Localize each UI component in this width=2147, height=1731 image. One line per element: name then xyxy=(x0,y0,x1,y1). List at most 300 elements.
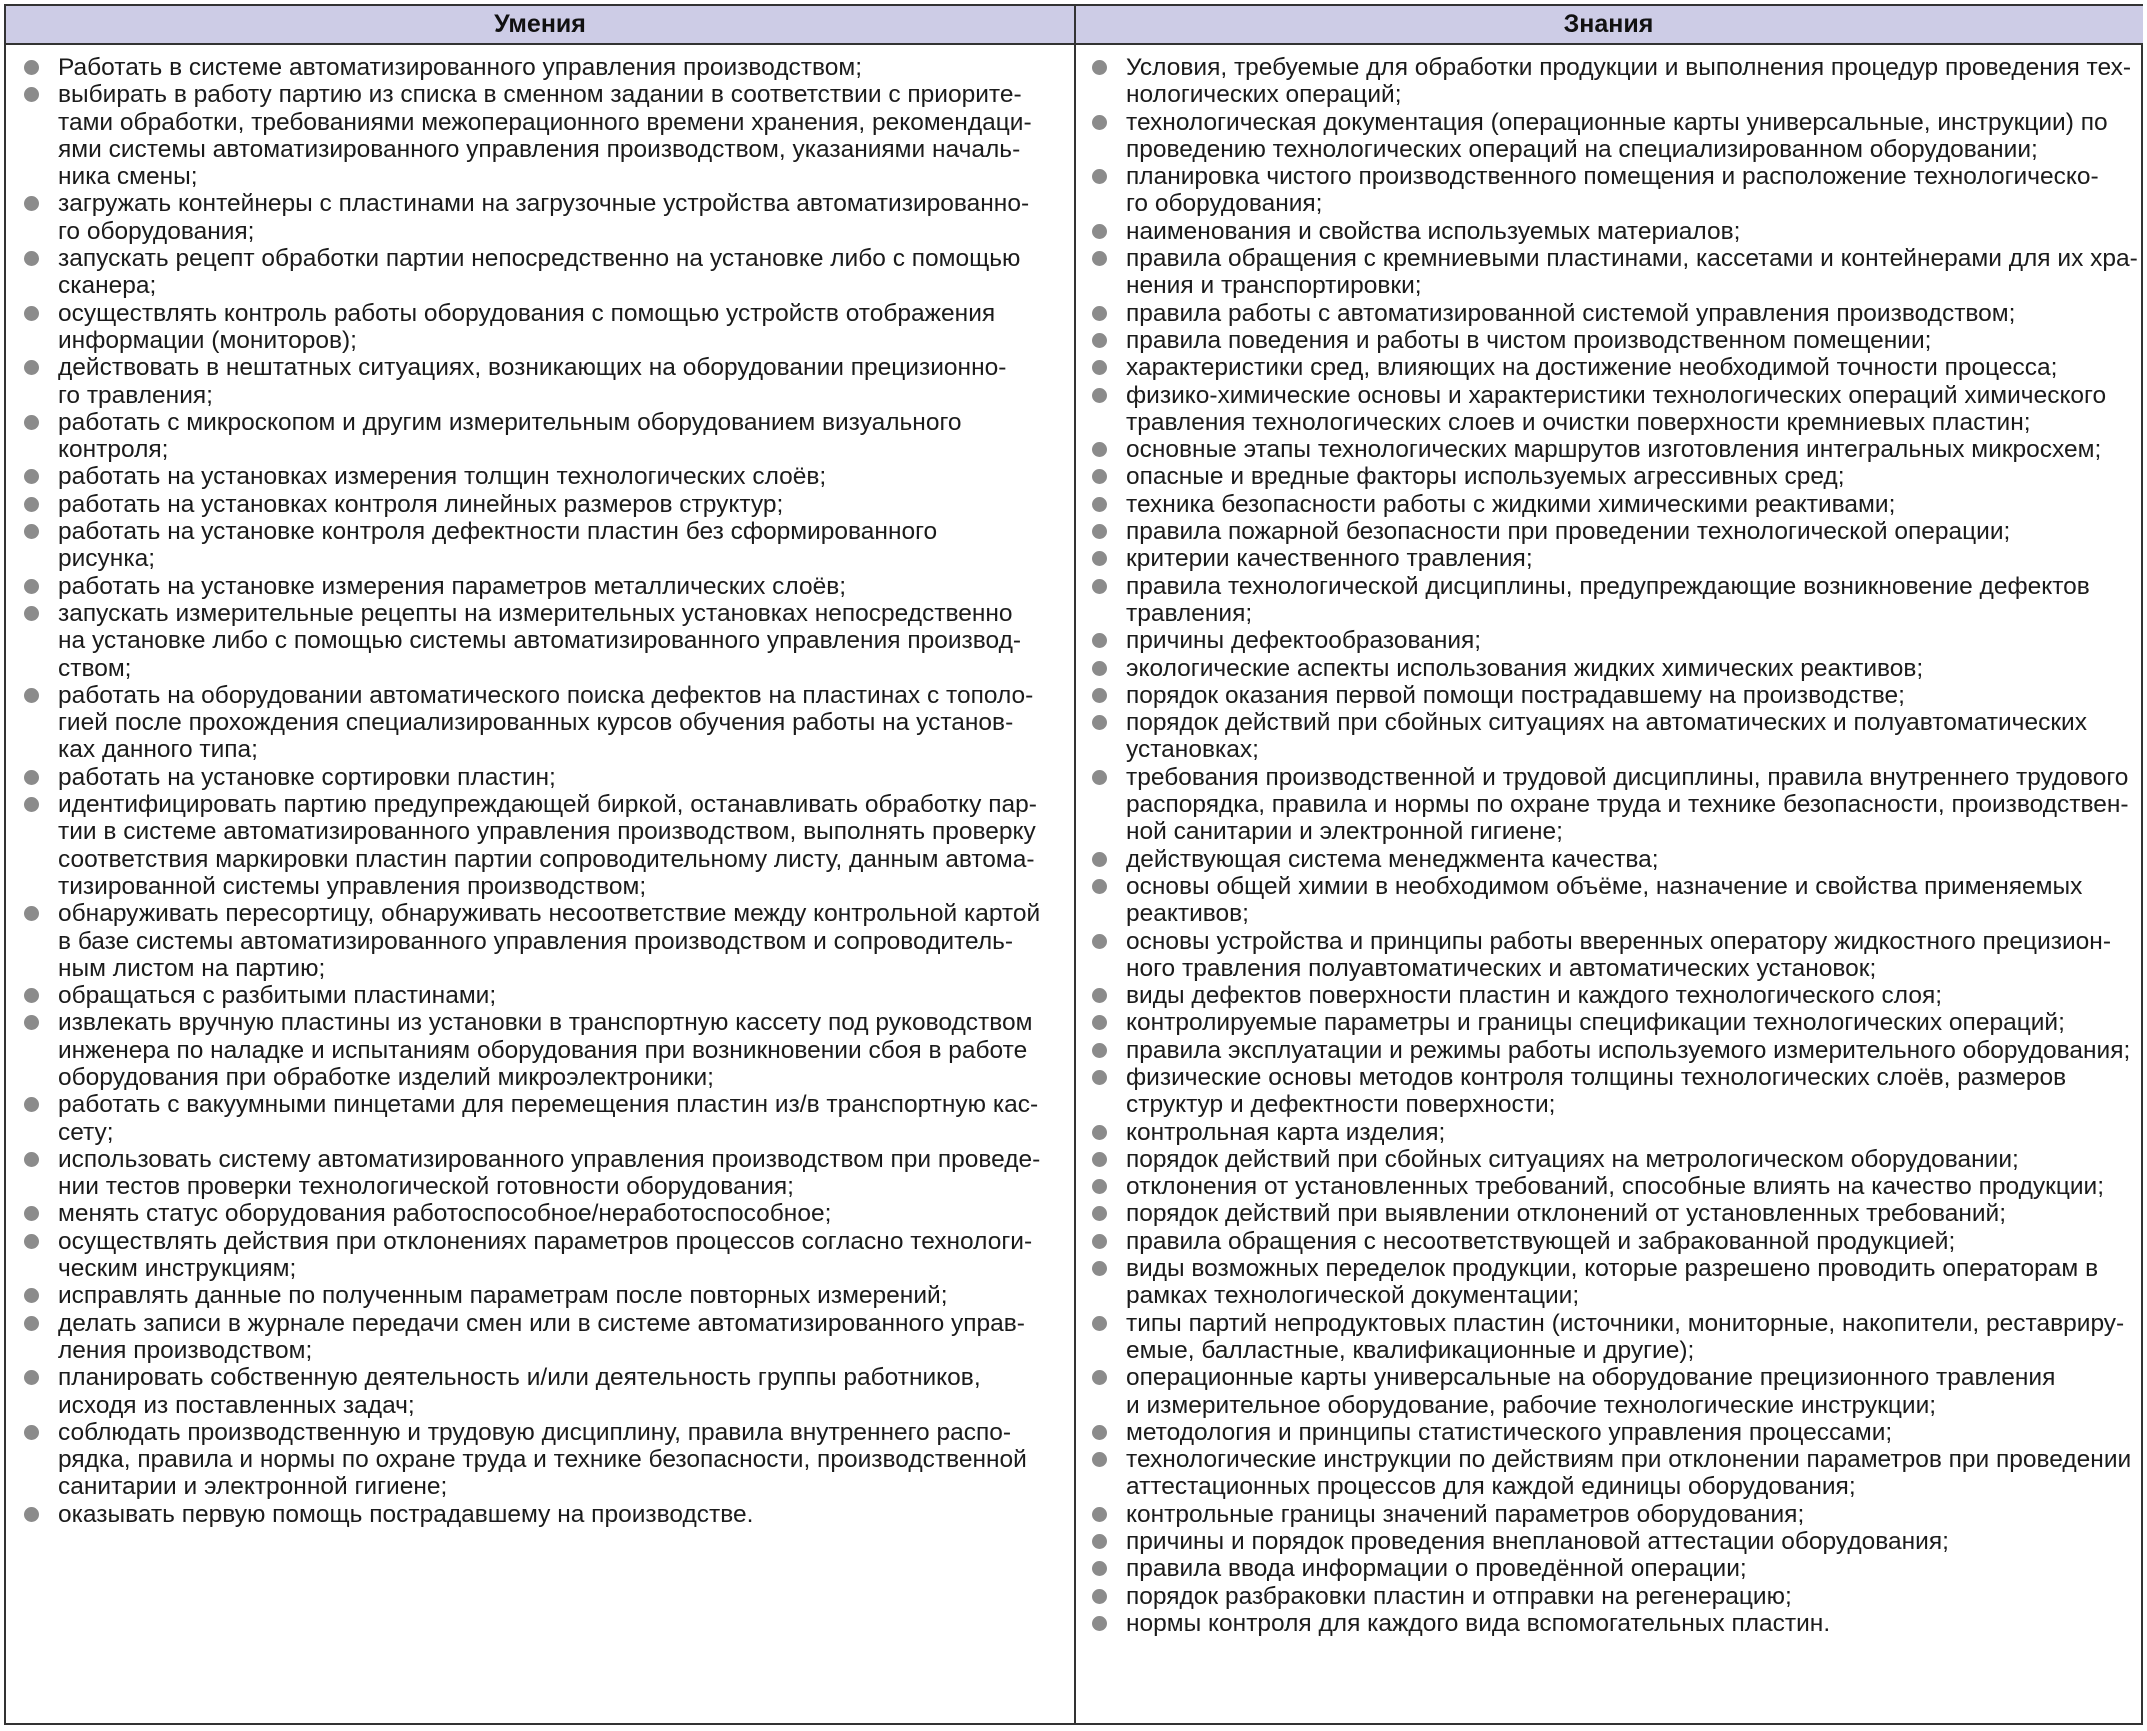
bullet-icon xyxy=(24,1288,39,1303)
text-line: требования производственной и трудовой дисциплины, правила внутреннего трудового xyxy=(1126,763,2129,791)
list-item xyxy=(1090,1255,2142,1310)
bullet-icon xyxy=(24,415,39,430)
list-item-text xyxy=(58,81,1066,190)
list-item-text xyxy=(1126,1037,2142,1064)
bullet-icon xyxy=(24,1152,39,1167)
text-line: причины дефектообразования; xyxy=(1126,627,1482,655)
bullet-icon xyxy=(24,906,39,921)
text-line: ческим инструкциям; xyxy=(58,1255,297,1283)
list-item xyxy=(1090,1419,2142,1446)
bullet-icon xyxy=(1092,1507,1107,1522)
bullet-icon xyxy=(1092,852,1107,867)
bullet-icon xyxy=(1092,879,1107,894)
bullet-icon xyxy=(1092,442,1107,457)
list-item xyxy=(1090,354,2142,381)
text-line: структур и дефектности поверхности; xyxy=(1126,1091,1556,1119)
list-item-text xyxy=(58,791,1066,900)
bullet-icon xyxy=(1092,1179,1107,1194)
list-item-text xyxy=(58,354,1066,409)
list-item-text xyxy=(58,1419,1066,1501)
text-line: критерии качественного травления; xyxy=(1126,545,1533,573)
text-line: травления; xyxy=(1126,599,1253,627)
text-line: ством; xyxy=(58,654,132,682)
list-item xyxy=(1090,1528,2142,1555)
text-line: нологических операций; xyxy=(1126,81,1402,109)
text-line: экологические аспекты использования жидких химических реактивов; xyxy=(1126,654,1924,682)
list-item-text xyxy=(58,300,1066,355)
text-line: рядка, правила и нормы по охране труда и технике безопасности, производственной xyxy=(58,1446,1027,1474)
text-line: санитарии и электронной гигиене; xyxy=(58,1473,448,1501)
text-line: извлекать вручную пластины из установки в транспортную кассету под руководством xyxy=(58,1009,1033,1037)
list-item-text xyxy=(58,1228,1066,1283)
text-line: ями системы автоматизированного управления производством, указаниями началь- xyxy=(58,135,1021,163)
text-line: ника смены; xyxy=(58,163,198,191)
bullet-icon xyxy=(1092,1316,1107,1331)
list-item-text xyxy=(1126,846,2142,873)
bullet-icon xyxy=(1092,333,1107,348)
list-item xyxy=(1090,300,2142,327)
list-item-text xyxy=(1126,764,2142,846)
column-divider xyxy=(1074,6,1076,1723)
text-line: работать на установках измерения толщин технологических слоёв; xyxy=(58,463,827,491)
list-item-text xyxy=(1126,1228,2142,1255)
bullet-icon xyxy=(24,1425,39,1440)
text-line: контрольные границы значений параметров оборудования; xyxy=(1126,1500,1805,1528)
list-item-text xyxy=(1126,1119,2142,1146)
text-line: ления производством; xyxy=(58,1336,313,1364)
list-item xyxy=(1090,163,2142,218)
text-line: характеристики сред, влияющих на достижение необходимой точности процесса; xyxy=(1126,354,2058,382)
list-item-text xyxy=(1126,873,2142,928)
text-line: исправлять данные по полученным параметрам после повторных измерений; xyxy=(58,1282,948,1310)
text-line: запускать рецепт обработки партии непосредственно на установке либо с помощью xyxy=(58,245,1021,273)
text-line: правила поведения и работы в чистом производственном помещении; xyxy=(1126,326,1932,354)
list-item xyxy=(22,81,1066,190)
list-item xyxy=(22,1009,1066,1091)
bullet-icon xyxy=(24,1370,39,1385)
text-line: работать с микроскопом и другим измерительным оборудованием визуального xyxy=(58,408,962,436)
text-line: виды дефектов поверхности пластин и каждого технологического слоя; xyxy=(1126,982,1943,1010)
bullet-icon xyxy=(1092,1452,1107,1467)
list-item-text xyxy=(58,682,1066,764)
bullet-icon xyxy=(24,1015,39,1030)
text-line: Условия, требуемые для обработки продукции и выполнения процедур проведения тех- xyxy=(1126,54,2131,81)
bullet-icon xyxy=(24,524,39,539)
text-line: исходя из поставленных задач; xyxy=(58,1391,415,1419)
list-item-text xyxy=(1126,1146,2142,1173)
list-item-text xyxy=(58,409,1066,464)
list-item xyxy=(22,791,1066,900)
bullet-icon xyxy=(1092,633,1107,648)
bullet-icon xyxy=(1092,1234,1107,1249)
text-line: оборудования при обработке изделий микроэлектроники; xyxy=(58,1063,714,1091)
list-item-text xyxy=(1126,1419,2142,1446)
list-item-text xyxy=(1126,1610,2142,1637)
list-item xyxy=(22,54,1066,81)
text-line: нормы контроля для каждого вида вспомогательных пластин. xyxy=(1126,1609,1831,1637)
text-line: правила эксплуатации и режимы работы используемого измерительного оборудования; xyxy=(1126,1036,2131,1064)
bullet-icon xyxy=(1092,1534,1107,1549)
skills-header: Умения xyxy=(6,6,1074,45)
text-line: установках; xyxy=(1126,736,1259,764)
list-item xyxy=(22,190,1066,245)
bullet-icon xyxy=(24,1206,39,1221)
bullet-icon xyxy=(1092,306,1107,321)
text-line: реактивов; xyxy=(1126,900,1249,928)
text-line: проведению технологических операций на специализированном оборудовании; xyxy=(1126,135,2038,163)
text-line: Работать в системе автоматизированного управления производством; xyxy=(58,54,863,81)
list-item xyxy=(1090,873,2142,928)
list-item-text xyxy=(1126,1064,2142,1119)
text-line: работать на оборудовании автоматического поиска дефектов на пластинах с тополо- xyxy=(58,681,1034,709)
text-line: гией после прохождения специализированных курсов обучения работы на установ- xyxy=(58,709,1014,737)
text-line: основы общей химии в необходимом объёме, назначение и свойства применяемых xyxy=(1126,872,2083,900)
text-line: отклонения от установленных требований, способные влиять на качество продукции; xyxy=(1126,1173,2105,1201)
list-item xyxy=(22,900,1066,982)
list-item xyxy=(1090,1610,2142,1637)
list-item xyxy=(1090,1555,2142,1582)
bullet-icon xyxy=(24,497,39,512)
list-item-text xyxy=(1126,1255,2142,1310)
bullet-icon xyxy=(1092,388,1107,403)
text-line: основы устройства и принципы работы вверенных оператору жидкостного прецизион- xyxy=(1126,927,2111,955)
list-item-text xyxy=(1126,1173,2142,1200)
list-item-text xyxy=(1126,491,2142,518)
list-item-text xyxy=(1126,928,2142,983)
bullet-icon xyxy=(1092,469,1107,484)
list-item xyxy=(22,1091,1066,1146)
list-item xyxy=(1090,682,2142,709)
list-item-text xyxy=(1126,573,2142,628)
list-item-text xyxy=(1126,709,2142,764)
list-item xyxy=(1090,764,2142,846)
list-item-text xyxy=(58,1310,1066,1365)
text-line: контрольная карта изделия; xyxy=(1126,1118,1446,1146)
list-item-text xyxy=(58,573,1066,600)
list-item xyxy=(22,573,1066,600)
text-line: работать на установке измерения параметров металлических слоёв; xyxy=(58,572,847,600)
list-item-text xyxy=(1126,354,2142,381)
text-line: причины и порядок проведения внеплановой аттестации оборудования; xyxy=(1126,1528,1949,1556)
text-line: ным листом на партию; xyxy=(58,954,326,982)
text-line: физические основы методов контроля толщины технологических слоёв, размеров xyxy=(1126,1063,2067,1091)
text-line: порядок действий при сбойных ситуациях на автоматических и полуавтоматических xyxy=(1126,709,2087,737)
text-line: правила пожарной безопасности при проведении технологической операции; xyxy=(1126,518,2011,546)
list-item xyxy=(1090,1064,2142,1119)
bullet-icon xyxy=(1092,251,1107,266)
list-item xyxy=(1090,655,2142,682)
text-line: идентифицировать партию предупреждающей биркой, останавливать обработку пар- xyxy=(58,791,1037,819)
list-item-text xyxy=(1126,245,2142,300)
list-item xyxy=(22,1419,1066,1501)
list-item xyxy=(1090,1037,2142,1064)
list-item xyxy=(1090,982,2142,1009)
bullet-icon xyxy=(24,797,39,812)
list-item-text xyxy=(1126,163,2142,218)
list-item-text xyxy=(58,900,1066,982)
text-line: нии тестов проверки технологической готовности оборудования; xyxy=(58,1173,794,1201)
bullet-icon xyxy=(1092,715,1107,730)
list-item-text xyxy=(1126,463,2142,490)
list-item xyxy=(1090,54,2142,109)
bullet-icon xyxy=(1092,1070,1107,1085)
list-item xyxy=(1090,1009,2142,1036)
bullet-icon xyxy=(1092,60,1107,75)
list-item-text xyxy=(58,764,1066,791)
bullet-icon xyxy=(24,1507,39,1522)
list-item-text xyxy=(1126,682,2142,709)
text-line: рамках технологической документации; xyxy=(1126,1282,1580,1310)
list-item-text xyxy=(1126,327,2142,354)
list-item-text xyxy=(1126,300,2142,327)
bullet-icon xyxy=(1092,1043,1107,1058)
bullet-icon xyxy=(24,60,39,75)
list-item-text xyxy=(1126,1501,2142,1528)
list-item-text xyxy=(58,518,1066,573)
list-item xyxy=(1090,491,2142,518)
list-item-text xyxy=(1126,109,2142,164)
text-line: контроля; xyxy=(58,436,169,464)
text-line: техника безопасности работы с жидкими химическими реактивами; xyxy=(1126,490,1896,518)
list-item xyxy=(22,1364,1066,1419)
list-item xyxy=(22,354,1066,409)
bullet-icon xyxy=(24,251,39,266)
text-line: обращаться с разбитыми пластинами; xyxy=(58,982,497,1010)
bullet-icon xyxy=(1092,497,1107,512)
text-line: делать записи в журнале передачи смен или в системе автоматизированного управ- xyxy=(58,1309,1025,1337)
text-line: го оборудования; xyxy=(58,217,255,245)
list-item-text xyxy=(1126,982,2142,1009)
list-item-text xyxy=(58,463,1066,490)
text-line: использовать систему автоматизированного управления производством при проведе- xyxy=(58,1145,1041,1173)
bullet-icon xyxy=(1092,1589,1107,1604)
knowledge-header: Знания xyxy=(1074,6,2143,45)
list-item xyxy=(22,600,1066,682)
bullet-icon xyxy=(1092,688,1107,703)
bullet-icon xyxy=(1092,360,1107,375)
text-line: наименования и свойства используемых материалов; xyxy=(1126,217,1741,245)
text-line: на установке либо с помощью системы автоматизированного управления производ- xyxy=(58,627,1022,655)
text-line: операционные карты универсальные на оборудование прецизионного травления xyxy=(1126,1364,2056,1392)
list-item-text xyxy=(1126,627,2142,654)
list-item-text xyxy=(58,1200,1066,1227)
text-line: осуществлять действия при отклонениях параметров процессов согласно технологи- xyxy=(58,1227,1033,1255)
bullet-icon xyxy=(1092,1206,1107,1221)
text-line: го травления; xyxy=(58,381,213,409)
list-item xyxy=(22,1282,1066,1309)
bullet-icon xyxy=(24,1097,39,1112)
list-item xyxy=(22,1146,1066,1201)
bullet-icon xyxy=(24,87,39,102)
text-line: информации (мониторов); xyxy=(58,326,357,354)
list-item xyxy=(1090,627,2142,654)
list-item xyxy=(1090,327,2142,354)
text-line: действующая система менеджмента качества; xyxy=(1126,845,1659,873)
bullet-icon xyxy=(24,1316,39,1331)
list-item xyxy=(1090,928,2142,983)
text-line: правила работы с автоматизированной системой управления производством; xyxy=(1126,299,2016,327)
bullet-icon xyxy=(1092,1261,1107,1276)
bullet-icon xyxy=(1092,1370,1107,1385)
list-item xyxy=(1090,1310,2142,1365)
text-line: рисунка; xyxy=(58,545,156,573)
list-item-text xyxy=(1126,655,2142,682)
text-line: основные этапы технологических маршрутов изготовления интегральных микросхем; xyxy=(1126,436,2102,464)
text-line: и измерительное оборудование, рабочие технологические инструкции; xyxy=(1126,1391,1937,1419)
text-line: сету; xyxy=(58,1118,114,1146)
list-item-text xyxy=(58,1364,1066,1419)
text-line: технологические инструкции по действиям при отклонении параметров при проведении xyxy=(1126,1446,2132,1474)
list-item-text xyxy=(58,1146,1066,1201)
list-item xyxy=(1090,1583,2142,1610)
list-item xyxy=(1090,846,2142,873)
text-line: запускать измерительные рецепты на измерительных установках непосредственно xyxy=(58,599,1013,627)
list-item xyxy=(22,982,1066,1009)
text-line: виды возможных переделок продукции, которые разрешено проводить операторам в xyxy=(1126,1255,2099,1283)
bullet-icon xyxy=(24,196,39,211)
bullet-icon xyxy=(1092,661,1107,676)
text-line: менять статус оборудования работоспособное/неработоспособное; xyxy=(58,1200,832,1228)
text-line: ного травления полуавтоматических и автоматических установок; xyxy=(1126,954,1877,982)
text-line: действовать в нештатных ситуациях, возникающих на оборудовании прецизионно- xyxy=(58,354,1007,382)
text-line: оказывать первую помощь пострадавшему на производстве. xyxy=(58,1500,754,1528)
text-line: сканера; xyxy=(58,272,157,300)
list-item-text xyxy=(1126,1310,2142,1365)
list-item-text xyxy=(1126,1200,2142,1227)
list-item xyxy=(1090,1228,2142,1255)
text-line: го оборудования; xyxy=(1126,190,1323,218)
list-item-text xyxy=(58,1282,1066,1309)
list-item xyxy=(22,518,1066,573)
list-item-text xyxy=(1126,436,2142,463)
text-line: правила обращения с кремниевыми пластинами, кассетами и контейнерами для их хра- xyxy=(1126,245,2138,273)
text-line: планировать собственную деятельность и/или деятельность группы работников, xyxy=(58,1364,981,1392)
bullet-icon xyxy=(1092,115,1107,130)
list-item xyxy=(22,491,1066,518)
text-line: осуществлять контроль работы оборудования с помощью устройств отображения xyxy=(58,299,996,327)
list-item xyxy=(22,245,1066,300)
text-line: загружать контейнеры с пластинами на загрузочные устройства автоматизированно- xyxy=(58,190,1030,218)
text-line: в базе системы автоматизированного управления производством и сопроводитель- xyxy=(58,927,1014,955)
list-item-text xyxy=(1126,1528,2142,1555)
list-item-text xyxy=(1126,54,2142,109)
list-item xyxy=(1090,1446,2142,1501)
bullet-icon xyxy=(24,360,39,375)
bullet-icon xyxy=(1092,1015,1107,1030)
text-line: правила обращения с несоответствующей и забракованной продукцией; xyxy=(1126,1227,1956,1255)
list-item xyxy=(1090,709,2142,764)
bullet-icon xyxy=(24,770,39,785)
bullet-icon xyxy=(1092,579,1107,594)
text-line: выбирать в работу партию из списка в сменном задании в соответствии с приорите- xyxy=(58,81,1022,109)
list-item xyxy=(22,1501,1066,1528)
list-item-text xyxy=(1126,1446,2142,1501)
text-line: порядок оказания первой помощи пострадавшему на производстве; xyxy=(1126,681,1905,709)
text-line: тами обработки, требованиями межоперационного времени хранения, рекомендаци- xyxy=(58,108,1032,136)
text-line: типы партий непродуктовых пластин (источники, мониторные, накопители, реставриру- xyxy=(1126,1309,2125,1337)
list-item xyxy=(22,682,1066,764)
text-line: тизированной системы управления производством; xyxy=(58,872,647,900)
list-item xyxy=(22,1200,1066,1227)
bullet-icon xyxy=(24,988,39,1003)
list-item-text xyxy=(1126,1364,2142,1419)
bullet-icon xyxy=(24,469,39,484)
list-item xyxy=(1090,245,2142,300)
list-item xyxy=(22,1310,1066,1365)
bullet-icon xyxy=(24,688,39,703)
text-line: планировка чистого производственного помещения и расположение технологическо- xyxy=(1126,163,2099,191)
list-item xyxy=(1090,109,2142,164)
text-line: работать на установке сортировки пластин; xyxy=(58,763,556,791)
list-item-text xyxy=(58,54,1066,81)
list-item-text xyxy=(1126,545,2142,572)
bullet-icon xyxy=(1092,988,1107,1003)
bullet-icon xyxy=(1092,1425,1107,1440)
list-item-text xyxy=(58,982,1066,1009)
text-line: правила ввода информации о проведённой операции; xyxy=(1126,1555,1747,1583)
list-item-text xyxy=(58,491,1066,518)
list-item-text xyxy=(1126,382,2142,437)
bullet-icon xyxy=(1092,224,1107,239)
bullet-icon xyxy=(1092,1152,1107,1167)
text-line: работать на установке контроля дефектности пластин без сформированного xyxy=(58,518,938,546)
bullet-icon xyxy=(1092,1125,1107,1140)
list-item-text xyxy=(58,1009,1066,1091)
text-line: емые, балластные, квалификационные и другие); xyxy=(1126,1336,1695,1364)
list-item xyxy=(22,1228,1066,1283)
text-line: технологическая документация (операционные карты универсальные, инструкции) по xyxy=(1126,108,2108,136)
list-item xyxy=(1090,1364,2142,1419)
text-line: контролируемые параметры и границы спецификации технологических операций; xyxy=(1126,1009,2065,1037)
list-item xyxy=(22,300,1066,355)
list-item xyxy=(1090,573,2142,628)
list-item-text xyxy=(1126,1583,2142,1610)
text-line: работать на установках контроля линейных размеров структур; xyxy=(58,490,784,518)
list-item xyxy=(1090,436,2142,463)
skills-knowledge-table xyxy=(4,4,2143,1725)
list-item xyxy=(22,463,1066,490)
bullet-icon xyxy=(1092,770,1107,785)
list-item xyxy=(1090,463,2142,490)
bullet-icon xyxy=(24,1234,39,1249)
text-line: правила технологической дисциплины, предупреждающие возникновение дефектов xyxy=(1126,572,2090,600)
bullet-icon xyxy=(1092,934,1107,949)
text-line: соблюдать производственную и трудовую дисциплину, правила внутреннего распо- xyxy=(58,1418,1012,1446)
text-line: аттестационных процессов для каждой единицы оборудования; xyxy=(1126,1473,1856,1501)
list-item xyxy=(22,409,1066,464)
text-line: нения и транспортировки; xyxy=(1126,272,1422,300)
bullet-icon xyxy=(24,579,39,594)
list-item xyxy=(1090,518,2142,545)
text-line: травления технологических слоев и очистки поверхности кремниевых пластин; xyxy=(1126,408,2031,436)
list-item-text xyxy=(58,190,1066,245)
list-item-text xyxy=(1126,218,2142,245)
list-item xyxy=(1090,1200,2142,1227)
text-line: обнаруживать пересортицу, обнаруживать несоответствие между контрольной картой xyxy=(58,900,1041,928)
list-item xyxy=(1090,1119,2142,1146)
text-line: опасные и вредные факторы используемых агрессивных сред; xyxy=(1126,463,1845,491)
text-line: работать с вакуумными пинцетами для перемещения пластин из/в транспортную кас- xyxy=(58,1091,1039,1119)
text-line: физико-химические основы и характеристики технологических операций химического xyxy=(1126,381,2107,409)
text-line: инженера по наладке и испытаниям оборудования при возникновении сбоя в работе xyxy=(58,1036,1028,1064)
bullet-icon xyxy=(1092,551,1107,566)
text-line: порядок разбраковки пластин и отправки на регенерацию; xyxy=(1126,1582,1792,1610)
bullet-icon xyxy=(1092,524,1107,539)
text-line: порядок действий при сбойных ситуациях на метрологическом оборудовании; xyxy=(1126,1145,2019,1173)
skills-list xyxy=(22,54,1066,1528)
text-line: порядок действий при выявлении отклонений от установленных требований; xyxy=(1126,1200,2007,1228)
text-line: ках данного типа; xyxy=(58,736,258,764)
